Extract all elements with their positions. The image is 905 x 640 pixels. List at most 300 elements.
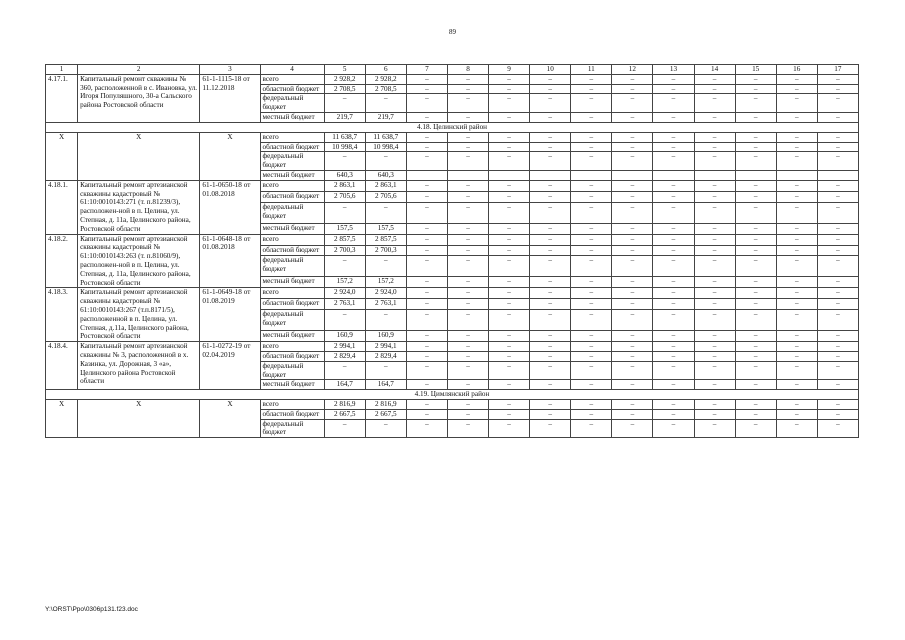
empty-year-value: – xyxy=(694,342,735,352)
empty-year-value: – xyxy=(612,299,653,310)
year-value: 10 998,4 xyxy=(365,142,406,152)
total-value: 2 924,0 xyxy=(324,288,365,299)
empty-year-value: – xyxy=(530,256,571,277)
empty-year-value: – xyxy=(776,132,817,142)
empty-year-value: – xyxy=(653,256,694,277)
empty-year-value: – xyxy=(735,142,776,152)
column-number: 5 xyxy=(324,65,365,75)
empty-year-value: – xyxy=(571,419,612,438)
funding-source: областной бюджет xyxy=(260,84,324,94)
column-number: 3 xyxy=(200,65,260,75)
year-value: 11 638,7 xyxy=(365,132,406,142)
total-value: 10 998,4 xyxy=(324,142,365,152)
empty-year-value: – xyxy=(406,288,447,299)
funding-source: местный бюджет xyxy=(260,331,324,342)
empty-year-value: – xyxy=(653,409,694,419)
empty-year-value: – xyxy=(447,74,488,84)
empty-year-value: – xyxy=(571,202,612,223)
empty-year-value xyxy=(653,170,694,180)
year-value: 2 857,5 xyxy=(365,234,406,245)
column-number: 1 xyxy=(46,65,78,75)
empty-year-value: – xyxy=(612,84,653,94)
empty-year-value: – xyxy=(406,409,447,419)
empty-year-value: – xyxy=(735,351,776,361)
column-number: 9 xyxy=(489,65,530,75)
empty-year-value: – xyxy=(735,245,776,256)
year-value: 2 708,5 xyxy=(365,84,406,94)
year-value: 2 994,1 xyxy=(365,342,406,352)
empty-year-value: – xyxy=(447,245,488,256)
total-value: 2 816,9 xyxy=(324,400,365,410)
empty-year-value xyxy=(735,170,776,180)
year-value: 219,7 xyxy=(365,112,406,122)
empty-year-value: – xyxy=(489,331,530,342)
empty-year-value: – xyxy=(735,180,776,191)
empty-year-value: – xyxy=(406,223,447,234)
empty-year-value: – xyxy=(653,380,694,390)
empty-year-value: – xyxy=(612,409,653,419)
empty-year-value: – xyxy=(735,310,776,331)
funding-source: областной бюджет xyxy=(260,351,324,361)
item-number: 4.18.1. xyxy=(46,180,78,234)
empty-year-value: – xyxy=(406,245,447,256)
year-value: – xyxy=(365,202,406,223)
year-value: 2 924,0 xyxy=(365,288,406,299)
empty-year-value: – xyxy=(489,310,530,331)
empty-year-value: – xyxy=(694,288,735,299)
section-title-row xyxy=(46,390,859,400)
empty-year-value: – xyxy=(406,351,447,361)
empty-year-value: – xyxy=(817,310,858,331)
empty-year-value: – xyxy=(489,84,530,94)
empty-year-value: – xyxy=(530,419,571,438)
empty-year-value: – xyxy=(612,245,653,256)
empty-year-value: – xyxy=(530,234,571,245)
column-number: 17 xyxy=(817,65,858,75)
empty-year-value: – xyxy=(694,277,735,288)
empty-year-value: – xyxy=(489,202,530,223)
contract-number: Х xyxy=(200,132,260,180)
year-value: 2 928,2 xyxy=(365,74,406,84)
empty-year-value: – xyxy=(735,202,776,223)
empty-year-value: – xyxy=(406,94,447,113)
empty-year-value: – xyxy=(571,132,612,142)
empty-year-value xyxy=(406,170,447,180)
empty-year-value: – xyxy=(735,419,776,438)
empty-year-value: – xyxy=(735,409,776,419)
empty-year-value: – xyxy=(406,419,447,438)
empty-year-value: – xyxy=(817,180,858,191)
empty-year-value: – xyxy=(571,361,612,380)
empty-year-value: – xyxy=(489,288,530,299)
section-title: 4.18. Целинский район xyxy=(46,122,859,132)
funding-source: местный бюджет xyxy=(260,112,324,122)
empty-year-value: – xyxy=(447,94,488,113)
empty-year-value: – xyxy=(817,351,858,361)
total-value: 2 829,4 xyxy=(324,351,365,361)
empty-year-value: – xyxy=(489,351,530,361)
empty-year-value: – xyxy=(406,277,447,288)
empty-year-value: – xyxy=(694,202,735,223)
empty-year-value: – xyxy=(447,84,488,94)
funding-source: федеральный бюджет xyxy=(260,202,324,223)
empty-year-value: – xyxy=(571,351,612,361)
empty-year-value: – xyxy=(447,202,488,223)
empty-year-value: – xyxy=(447,331,488,342)
empty-year-value: – xyxy=(530,74,571,84)
empty-year-value: – xyxy=(653,331,694,342)
total-value: – xyxy=(324,310,365,331)
empty-year-value: – xyxy=(447,234,488,245)
empty-year-value: – xyxy=(653,152,694,171)
year-value: 2 705,6 xyxy=(365,191,406,202)
empty-year-value: – xyxy=(612,419,653,438)
funding-source: всего xyxy=(260,400,324,410)
empty-year-value: – xyxy=(612,400,653,410)
empty-year-value: – xyxy=(447,191,488,202)
empty-year-value: – xyxy=(571,112,612,122)
empty-year-value: – xyxy=(571,400,612,410)
empty-year-value: – xyxy=(447,310,488,331)
funding-source: федеральный бюджет xyxy=(260,256,324,277)
empty-year-value: – xyxy=(530,152,571,171)
empty-year-value: – xyxy=(571,142,612,152)
total-value: 2 763,1 xyxy=(324,299,365,310)
empty-year-value: – xyxy=(612,142,653,152)
table-row xyxy=(46,400,859,410)
empty-year-value: – xyxy=(530,132,571,142)
funding-source: всего xyxy=(260,288,324,299)
empty-year-value: – xyxy=(735,277,776,288)
empty-year-value: – xyxy=(817,361,858,380)
empty-year-value: – xyxy=(406,380,447,390)
total-value: 160,9 xyxy=(324,331,365,342)
empty-year-value: – xyxy=(447,409,488,419)
total-value: – xyxy=(324,256,365,277)
empty-year-value: – xyxy=(447,342,488,352)
total-value: 157,2 xyxy=(324,277,365,288)
empty-year-value: – xyxy=(653,299,694,310)
funding-source: всего xyxy=(260,342,324,352)
empty-year-value: – xyxy=(406,74,447,84)
empty-year-value: – xyxy=(406,310,447,331)
empty-year-value: – xyxy=(817,202,858,223)
empty-year-value: – xyxy=(735,299,776,310)
year-value: 640,3 xyxy=(365,170,406,180)
empty-year-value: – xyxy=(406,202,447,223)
empty-year-value: – xyxy=(653,223,694,234)
year-value: – xyxy=(365,310,406,331)
empty-year-value xyxy=(571,170,612,180)
total-value: – xyxy=(324,94,365,113)
empty-year-value: – xyxy=(694,400,735,410)
empty-year-value: – xyxy=(406,132,447,142)
empty-year-value: – xyxy=(612,234,653,245)
total-value: 2 863,1 xyxy=(324,180,365,191)
year-value: – xyxy=(365,361,406,380)
empty-year-value: – xyxy=(694,94,735,113)
empty-year-value: – xyxy=(653,419,694,438)
contract-number: 61-1-0649-18 от 01.08.2019 xyxy=(200,288,260,342)
empty-year-value: – xyxy=(776,331,817,342)
empty-year-value: – xyxy=(530,380,571,390)
empty-year-value: – xyxy=(489,180,530,191)
column-number: 8 xyxy=(447,65,488,75)
year-value: – xyxy=(365,152,406,171)
total-value: 164,7 xyxy=(324,380,365,390)
empty-year-value: – xyxy=(489,223,530,234)
empty-year-value: – xyxy=(447,400,488,410)
empty-year-value: – xyxy=(571,74,612,84)
item-name: Капитальный ремонт артезианской скважины № 3, расположенной в х. Казинка, ул. Дорожная, 3 «а», Целинского района Ростовской области xyxy=(78,342,200,390)
item-name: Х xyxy=(78,132,200,180)
funding-source: местный бюджет xyxy=(260,380,324,390)
file-path-footer: Y:\ORST\Ppo\0306p131.f23.doc xyxy=(45,606,138,613)
table-row xyxy=(46,342,859,352)
empty-year-value: – xyxy=(735,234,776,245)
empty-year-value: – xyxy=(817,400,858,410)
total-value: 157,5 xyxy=(324,223,365,234)
empty-year-value xyxy=(612,170,653,180)
empty-year-value: – xyxy=(571,84,612,94)
empty-year-value: – xyxy=(571,299,612,310)
empty-year-value: – xyxy=(735,288,776,299)
empty-year-value: – xyxy=(406,331,447,342)
empty-year-value: – xyxy=(447,256,488,277)
empty-year-value xyxy=(447,170,488,180)
item-number: Х xyxy=(46,400,78,438)
empty-year-value: – xyxy=(817,112,858,122)
empty-year-value: – xyxy=(694,245,735,256)
empty-year-value: – xyxy=(447,132,488,142)
empty-year-value: – xyxy=(817,299,858,310)
empty-year-value: – xyxy=(653,74,694,84)
empty-year-value: – xyxy=(694,132,735,142)
empty-year-value: – xyxy=(530,84,571,94)
funding-source: областной бюджет xyxy=(260,299,324,310)
empty-year-value: – xyxy=(817,256,858,277)
empty-year-value: – xyxy=(612,342,653,352)
empty-year-value: – xyxy=(530,409,571,419)
empty-year-value: – xyxy=(694,84,735,94)
empty-year-value: – xyxy=(571,152,612,171)
empty-year-value: – xyxy=(735,84,776,94)
total-value: 2 994,1 xyxy=(324,342,365,352)
empty-year-value: – xyxy=(489,191,530,202)
empty-year-value: – xyxy=(694,361,735,380)
empty-year-value: – xyxy=(489,256,530,277)
empty-year-value: – xyxy=(653,132,694,142)
total-value: 2 705,6 xyxy=(324,191,365,202)
empty-year-value: – xyxy=(406,361,447,380)
empty-year-value: – xyxy=(817,288,858,299)
empty-year-value: – xyxy=(612,180,653,191)
empty-year-value: – xyxy=(571,180,612,191)
empty-year-value: – xyxy=(530,299,571,310)
empty-year-value: – xyxy=(571,191,612,202)
year-value: 2 763,1 xyxy=(365,299,406,310)
total-value: 2 857,5 xyxy=(324,234,365,245)
empty-year-value: – xyxy=(776,351,817,361)
empty-year-value: – xyxy=(406,342,447,352)
empty-year-value: – xyxy=(489,142,530,152)
empty-year-value: – xyxy=(817,142,858,152)
empty-year-value: – xyxy=(694,256,735,277)
empty-year-value: – xyxy=(406,142,447,152)
empty-year-value: – xyxy=(776,400,817,410)
empty-year-value: – xyxy=(406,152,447,171)
empty-year-value: – xyxy=(489,132,530,142)
empty-year-value: – xyxy=(817,152,858,171)
empty-year-value: – xyxy=(612,288,653,299)
empty-year-value: – xyxy=(817,331,858,342)
empty-year-value: – xyxy=(447,277,488,288)
empty-year-value: – xyxy=(776,245,817,256)
empty-year-value: – xyxy=(776,94,817,113)
empty-year-value: – xyxy=(406,256,447,277)
empty-year-value: – xyxy=(694,380,735,390)
empty-year-value: – xyxy=(776,380,817,390)
empty-year-value: – xyxy=(571,342,612,352)
funding-source: федеральный бюджет xyxy=(260,310,324,331)
empty-year-value: – xyxy=(653,288,694,299)
empty-year-value: – xyxy=(489,409,530,419)
empty-year-value: – xyxy=(817,277,858,288)
empty-year-value: – xyxy=(694,223,735,234)
empty-year-value: – xyxy=(653,351,694,361)
empty-year-value: – xyxy=(817,245,858,256)
empty-year-value: – xyxy=(735,74,776,84)
empty-year-value: – xyxy=(776,202,817,223)
total-value: 640,3 xyxy=(324,170,365,180)
empty-year-value: – xyxy=(571,409,612,419)
empty-year-value: – xyxy=(612,74,653,84)
column-number: 14 xyxy=(694,65,735,75)
total-value: 2 928,2 xyxy=(324,74,365,84)
funding-source: областной бюджет xyxy=(260,142,324,152)
empty-year-value: – xyxy=(735,191,776,202)
empty-year-value: – xyxy=(447,152,488,171)
empty-year-value: – xyxy=(817,84,858,94)
item-number: 4.17.1. xyxy=(46,74,78,122)
item-name: Х xyxy=(78,400,200,438)
empty-year-value: – xyxy=(406,112,447,122)
empty-year-value: – xyxy=(530,245,571,256)
year-value: 2 863,1 xyxy=(365,180,406,191)
empty-year-value xyxy=(817,170,858,180)
empty-year-value: – xyxy=(612,361,653,380)
table-row xyxy=(46,74,859,84)
empty-year-value: – xyxy=(489,152,530,171)
empty-year-value: – xyxy=(571,310,612,331)
empty-year-value: – xyxy=(489,361,530,380)
empty-year-value: – xyxy=(776,234,817,245)
column-number: 10 xyxy=(530,65,571,75)
total-value: 2 700,3 xyxy=(324,245,365,256)
empty-year-value xyxy=(530,170,571,180)
year-value: 2 816,9 xyxy=(365,400,406,410)
empty-year-value: – xyxy=(489,299,530,310)
empty-year-value: – xyxy=(776,191,817,202)
empty-year-value: – xyxy=(735,223,776,234)
total-value: – xyxy=(324,419,365,438)
empty-year-value: – xyxy=(406,234,447,245)
empty-year-value: – xyxy=(530,400,571,410)
empty-year-value: – xyxy=(776,342,817,352)
empty-year-value: – xyxy=(735,331,776,342)
year-value: 2 829,4 xyxy=(365,351,406,361)
empty-year-value: – xyxy=(489,94,530,113)
column-number: 4 xyxy=(260,65,324,75)
empty-year-value: – xyxy=(776,180,817,191)
empty-year-value: – xyxy=(530,94,571,113)
column-number: 11 xyxy=(571,65,612,75)
item-name: Капитальный ремонт артезианской скважины кадастровый № 61:10:0010143:263 (т. п.81060/9), расположен-ной в п. Целина, ул. Степная, д. 11а, Целинского района, Ростовской области xyxy=(78,234,200,288)
empty-year-value: – xyxy=(653,310,694,331)
funding-source: всего xyxy=(260,74,324,84)
empty-year-value: – xyxy=(653,342,694,352)
empty-year-value: – xyxy=(489,380,530,390)
funding-source: федеральный бюджет xyxy=(260,419,324,438)
funding-source: всего xyxy=(260,234,324,245)
total-value: – xyxy=(324,361,365,380)
empty-year-value: – xyxy=(447,112,488,122)
empty-year-value: – xyxy=(694,299,735,310)
empty-year-value: – xyxy=(489,277,530,288)
empty-year-value: – xyxy=(694,331,735,342)
empty-year-value: – xyxy=(653,142,694,152)
empty-year-value: – xyxy=(653,202,694,223)
empty-year-value: – xyxy=(571,223,612,234)
empty-year-value: – xyxy=(406,400,447,410)
empty-year-value: – xyxy=(694,351,735,361)
empty-year-value: – xyxy=(653,277,694,288)
column-number: 13 xyxy=(653,65,694,75)
empty-year-value: – xyxy=(530,361,571,380)
empty-year-value: – xyxy=(612,152,653,171)
funding-source: федеральный бюджет xyxy=(260,94,324,113)
section-title-row xyxy=(46,122,859,132)
item-name: Капитальный ремонт скважины № 360, расположенной в с. Ивановка, ул. Игоря Популяшного, 30-а Сальского района Ростовской области xyxy=(78,74,200,122)
empty-year-value: – xyxy=(776,299,817,310)
empty-year-value: – xyxy=(612,380,653,390)
empty-year-value xyxy=(489,170,530,180)
empty-year-value: – xyxy=(489,400,530,410)
empty-year-value: – xyxy=(776,419,817,438)
empty-year-value: – xyxy=(489,342,530,352)
empty-year-value: – xyxy=(530,180,571,191)
year-value: – xyxy=(365,94,406,113)
item-number: 4.18.2. xyxy=(46,234,78,288)
empty-year-value: – xyxy=(447,299,488,310)
year-value: – xyxy=(365,419,406,438)
empty-year-value: – xyxy=(571,256,612,277)
item-number: Х xyxy=(46,132,78,180)
empty-year-value: – xyxy=(694,409,735,419)
empty-year-value: – xyxy=(735,132,776,142)
column-number: 15 xyxy=(735,65,776,75)
empty-year-value: – xyxy=(735,361,776,380)
empty-year-value: – xyxy=(817,74,858,84)
empty-year-value: – xyxy=(817,380,858,390)
empty-year-value: – xyxy=(530,310,571,331)
column-number: 2 xyxy=(78,65,200,75)
empty-year-value: – xyxy=(694,112,735,122)
empty-year-value: – xyxy=(735,112,776,122)
empty-year-value xyxy=(776,170,817,180)
empty-year-value: – xyxy=(817,342,858,352)
empty-year-value: – xyxy=(653,234,694,245)
